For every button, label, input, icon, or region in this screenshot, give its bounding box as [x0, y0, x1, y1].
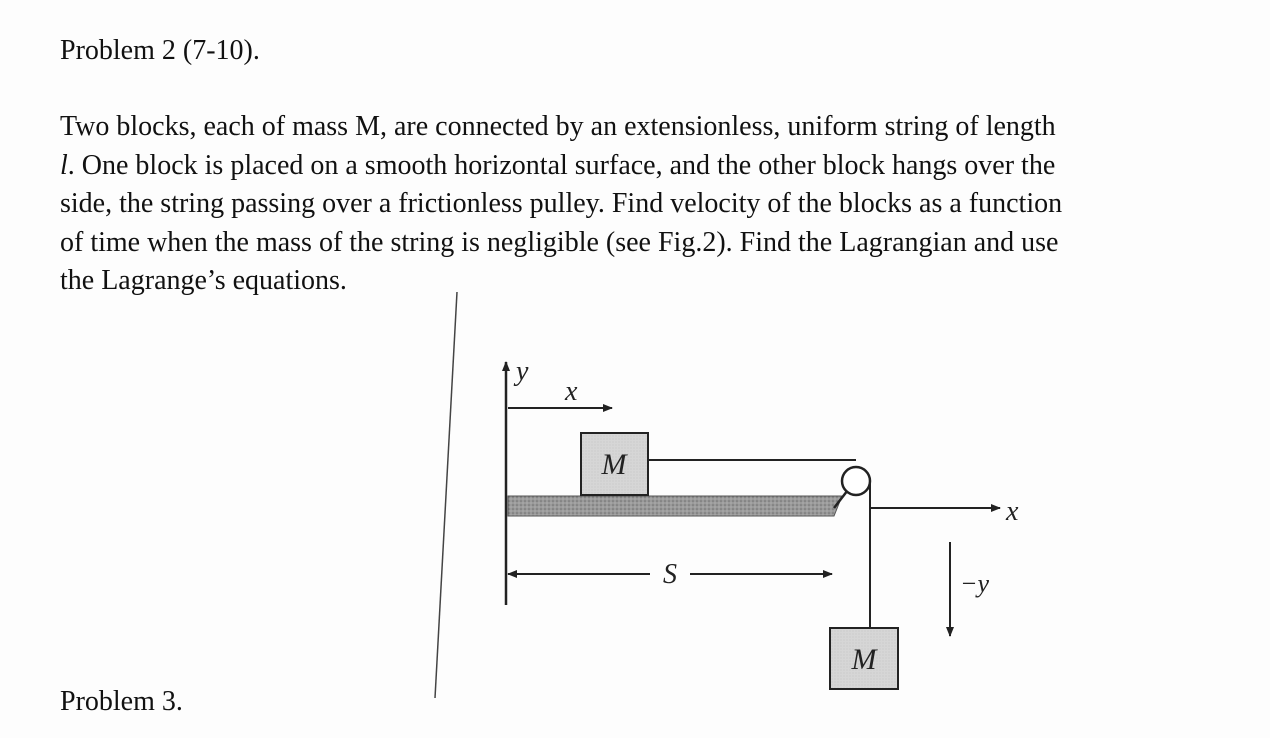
- table-surface: [508, 496, 842, 516]
- statement-line-4: of time when the mass of the string is negligible (see Fig.2). Find the Lagrangian and use: [60, 226, 1059, 258]
- statement-line-3: side, the string passing over a frictionless pulley. Find velocity of the blocks as a function: [60, 188, 1063, 219]
- right-x-label: x: [1006, 496, 1019, 527]
- distance-label: S: [663, 559, 677, 590]
- pulley-wheel: [842, 467, 870, 495]
- length-symbol: l: [60, 149, 68, 181]
- y-axis-label: y: [516, 356, 529, 387]
- x-arrow-label: x: [565, 376, 578, 407]
- statement-line-2-text: . One block is placed on a smooth horizontal surface, and the other block hangs over the: [67, 149, 1056, 181]
- hanging-block-label: M: [851, 643, 877, 676]
- problem-3-heading: Problem 3.: [60, 686, 183, 717]
- upper-block-label: M: [601, 448, 627, 481]
- statement-line-5: the Lagrange’s equations.: [60, 265, 347, 296]
- problem-2-heading: Problem 2 (7-10).: [60, 35, 260, 66]
- statement-line-1: Two blocks, each of mass M, are connected by an extensionless, uniform string of length: [60, 111, 1056, 142]
- neg-y-label: −y: [960, 569, 990, 598]
- scan-margin-line: [435, 292, 457, 698]
